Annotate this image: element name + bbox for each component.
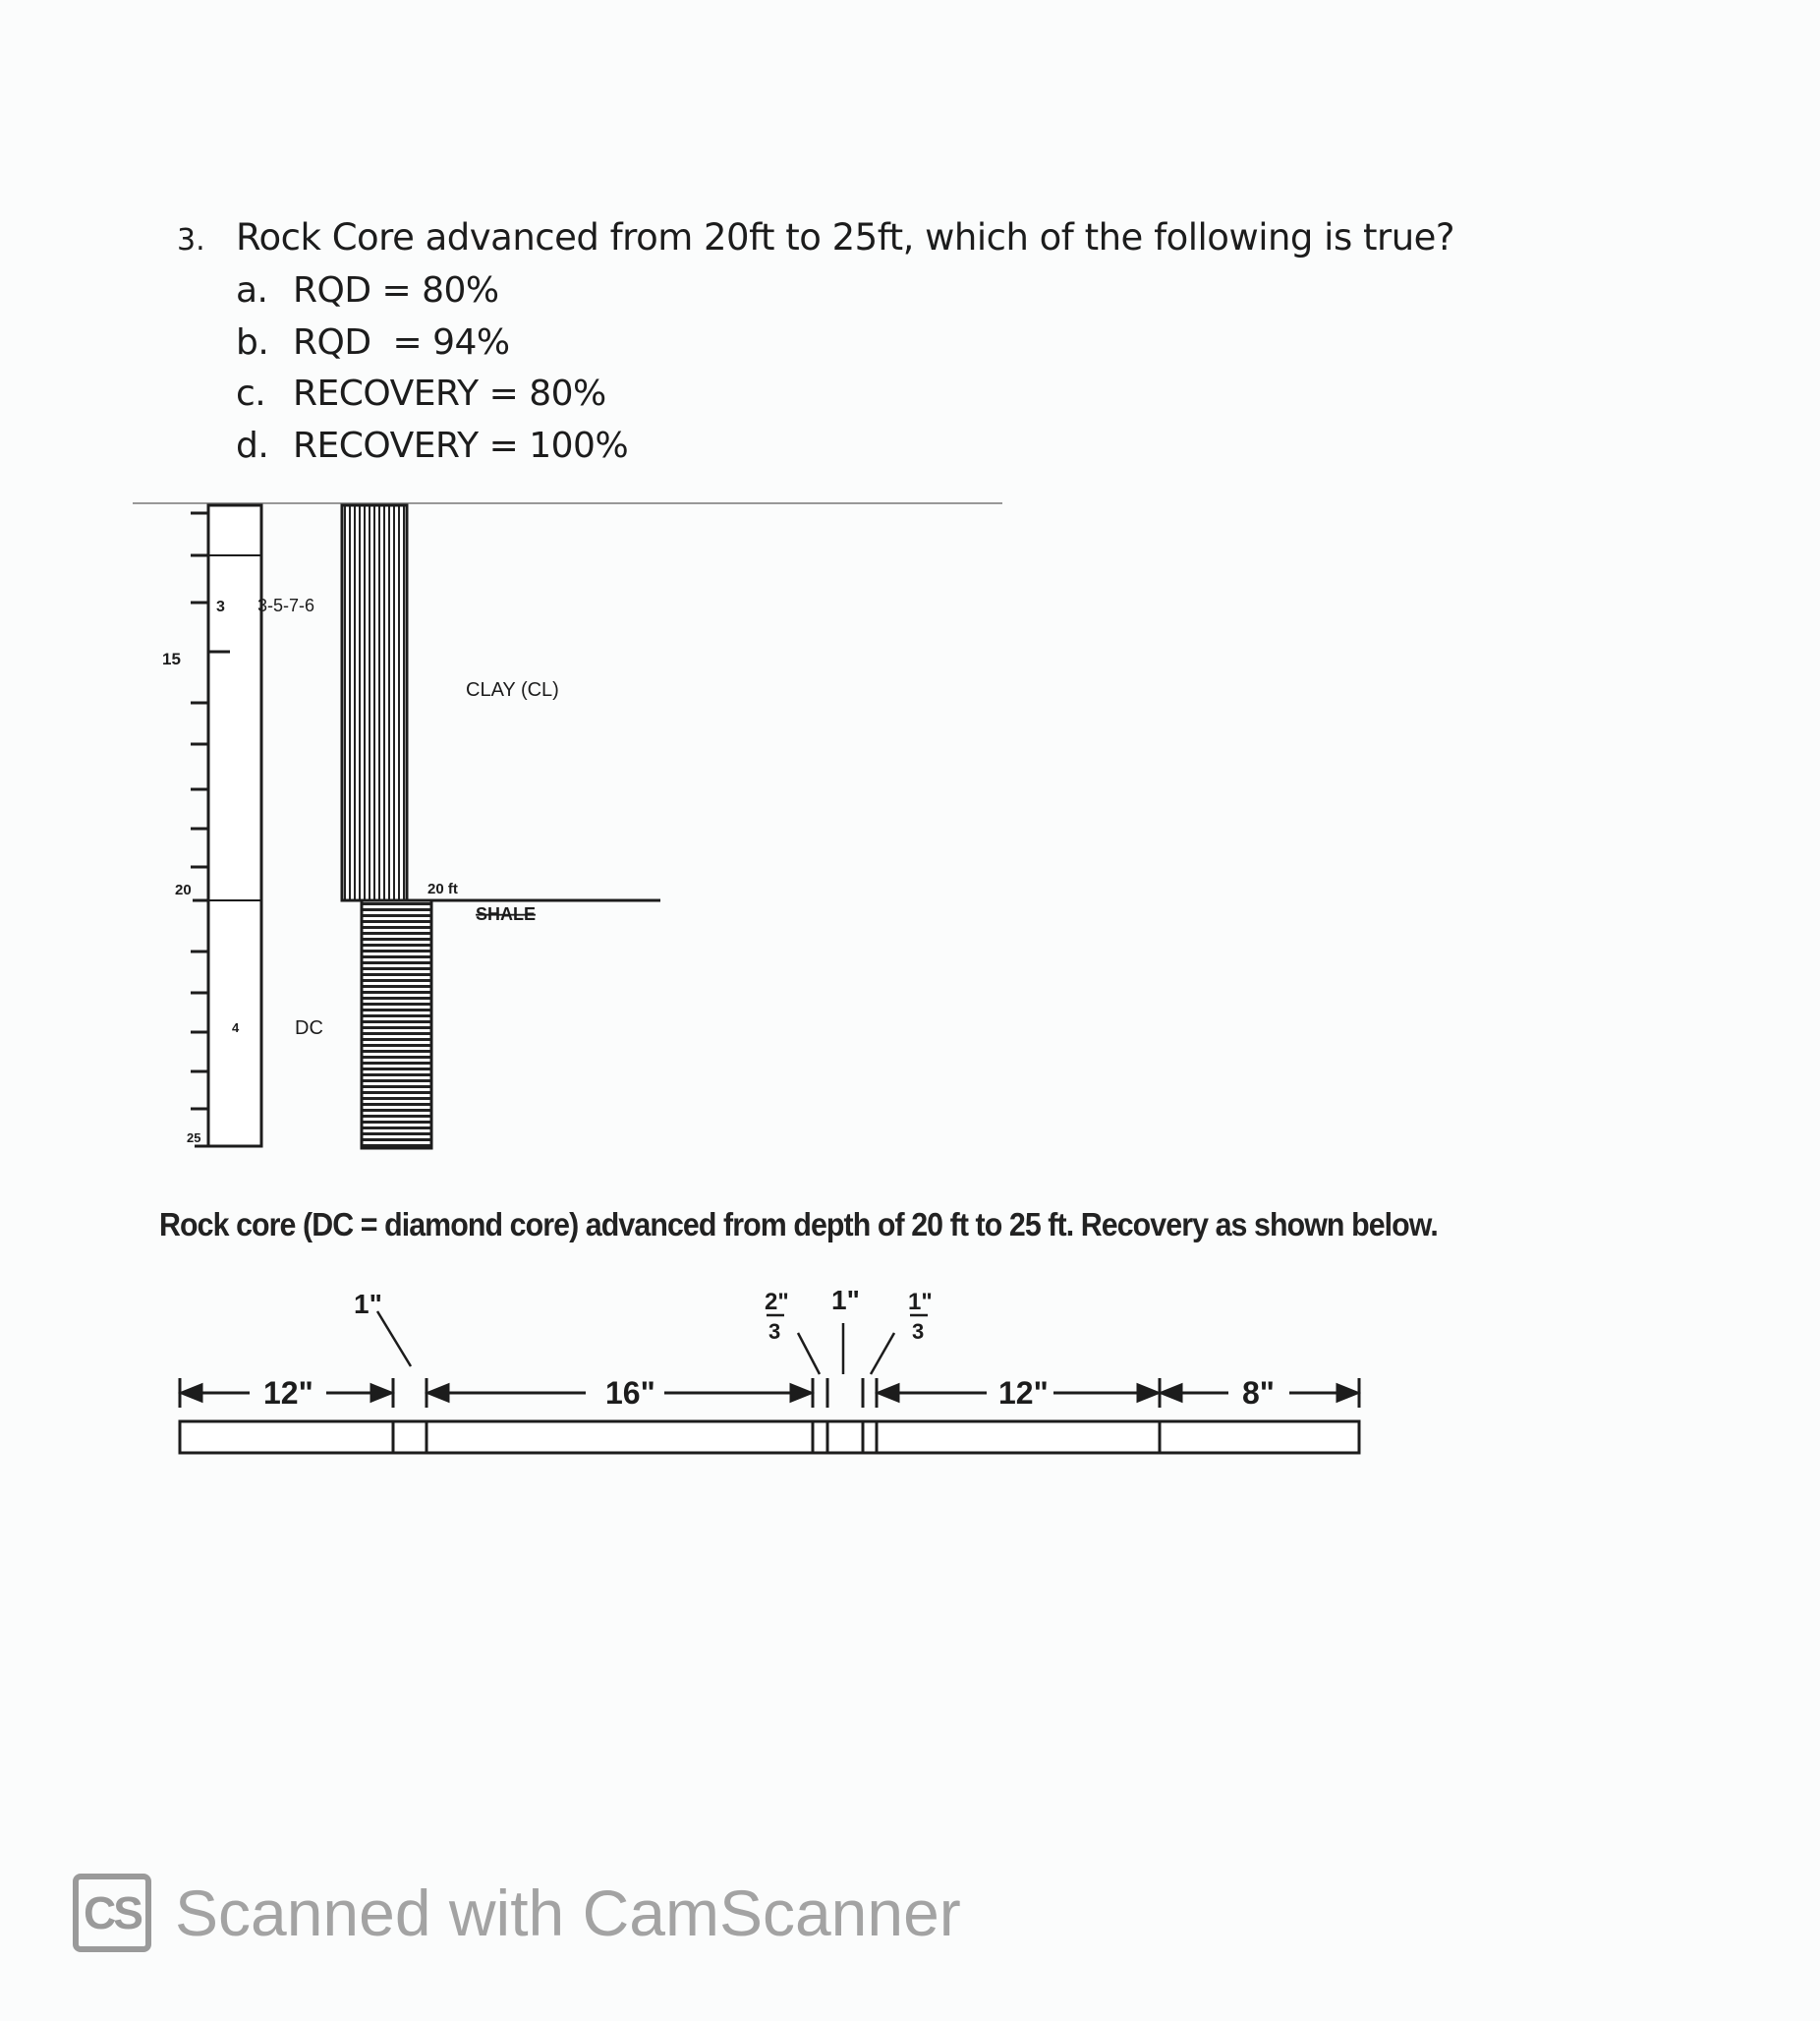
clay-hatch: [342, 505, 407, 900]
contact-depth-label: 20 ft: [427, 881, 458, 897]
option-letter: c.: [236, 374, 266, 414]
core-frac-b-num: 1": [908, 1289, 933, 1315]
option-text: RECOVERY = 100%: [293, 426, 629, 466]
option-text: RQD = 94%: [293, 322, 510, 363]
core-seg-12a: 12": [263, 1375, 313, 1411]
camscanner-logo: CS: [73, 1874, 151, 1952]
core-gap-1b: 1": [831, 1285, 860, 1315]
core-seg-8: 8": [1242, 1375, 1275, 1411]
option-letter: b.: [236, 322, 269, 363]
core-bar: [180, 1421, 1359, 1453]
layer-shale-label: SHALE: [476, 904, 537, 924]
core-gap-1a: 1": [354, 1289, 382, 1319]
depth-label-15: 15: [162, 650, 181, 668]
core-recovery-diagram: [0, 1268, 1820, 1494]
core-frac-a-den: 3: [768, 1319, 781, 1344]
option-text: RECOVERY = 80%: [293, 374, 606, 414]
camscanner-watermark: [73, 1874, 961, 1952]
depth-label-20: 20: [175, 882, 192, 898]
core-frac-a-num: 2": [765, 1289, 789, 1315]
layer-clay-label: CLAY (CL): [466, 679, 559, 701]
question-number: 3.: [177, 223, 205, 258]
sample-3-blows: 3-5-7-6: [257, 596, 315, 615]
sample-3-number: 3: [216, 599, 225, 615]
diagram-caption: Rock core (DC = diamond core) advanced from depth of 20 ft to 25 ft. Recovery as shown below.: [159, 1206, 1438, 1242]
shale-hatch: [362, 900, 431, 1148]
sample-4-number: 4: [232, 1020, 240, 1035]
sample-4-method: DC: [295, 1017, 323, 1039]
core-seg-12b: 12": [998, 1375, 1049, 1411]
question-text: Rock Core advanced from 20ft to 25ft, which of the following is true?: [236, 216, 1455, 259]
depth-label-25: 25: [187, 1130, 201, 1145]
core-frac-b-den: 3: [912, 1319, 925, 1344]
camscanner-text: Scanned with CamScanner: [175, 1877, 961, 1949]
option-letter: a.: [236, 270, 268, 311]
option-text: RQD = 80%: [293, 270, 499, 311]
option-letter: d.: [236, 426, 269, 466]
core-seg-16: 16": [605, 1375, 655, 1411]
